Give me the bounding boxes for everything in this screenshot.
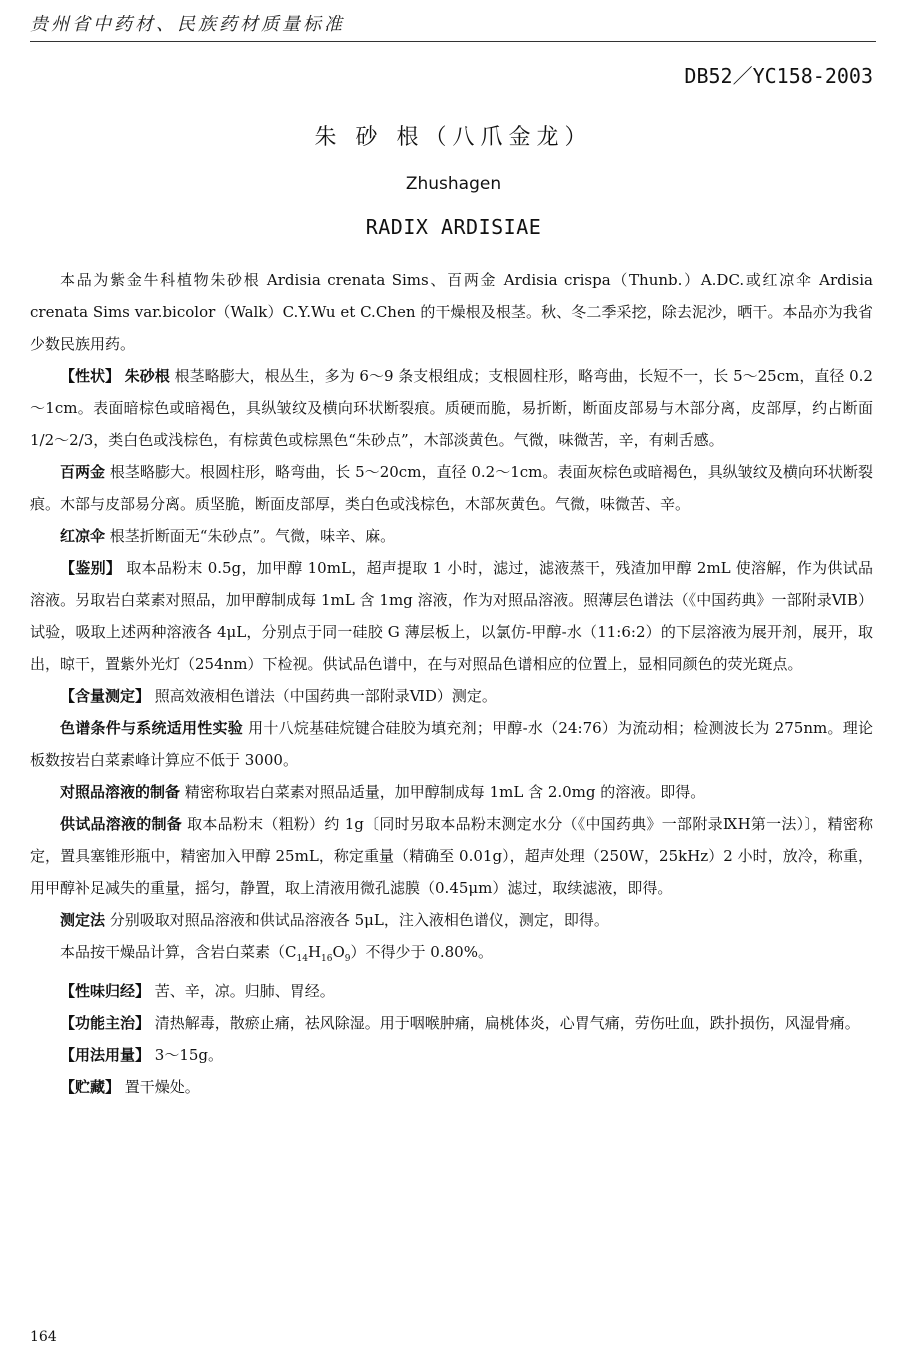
- content-text-start: 本品按干燥品计算，含岩白菜素（C: [60, 943, 297, 961]
- chromatography-paragraph: [30, 712, 873, 776]
- page-number: 164: [30, 1329, 57, 1345]
- function-text: 清热解毒，散瘀止痛，祛风除湿。用于咽喉肿痛，扁桃体炎，心胃气痛，劳伤吐血，跌扑损伤，风湿骨痛。: [154, 1014, 860, 1032]
- character-subtitle-bailiangjin: 百两金: [60, 463, 106, 481]
- character-baliangjin-paragraph: [30, 456, 873, 520]
- formula-subscript-o: 9: [344, 954, 351, 964]
- method-text: 分别吸取对照品溶液和供试品溶液各 5μL，注入液相色谱仪，测定，即得。: [109, 911, 609, 929]
- sample-solution-paragraph: [30, 808, 873, 904]
- content-text-end: ）不得少于 0.80%。: [350, 943, 493, 961]
- dosage-text: 3～15g。: [154, 1046, 224, 1064]
- reference-solution-paragraph: [30, 776, 873, 808]
- formula-subscript-h: 16: [321, 954, 333, 964]
- assay-paragraph: [30, 680, 873, 712]
- sample-solution-label: 供试品溶液的制备: [60, 815, 183, 833]
- intro-paragraph: 本品为紫金牛科植物朱砂根 Ardisia crenata Sims、百两金 Ardisia crispa（Thunb.）A.DC.或红凉伞 Ardisia crenata Sims var.bicolor（Walk）C.Y.Wu et C.Chen 的干燥根及根茎。秋、冬二季采挖，除去泥沙，晒干。本品亦为我省少数民族用药。: [30, 271, 873, 353]
- nature-text: 苦、辛，凉。归肺、胃经。: [154, 982, 335, 1000]
- character-hongliangsan-paragraph: [30, 520, 873, 552]
- function-paragraph: [30, 1007, 873, 1039]
- formula-h: H: [307, 943, 322, 961]
- monograph-pinyin: Zhushagen: [405, 174, 502, 194]
- formula-o: O: [332, 943, 345, 961]
- character-text-hongliangsan: 根茎折断面无“朱砂点”。气微，味辛、麻。: [109, 527, 396, 545]
- character-text-zhushagen: 根茎略膨大，根丛生，多为 6～9 条支根组成；支根圆柱形，略弯曲，长短不一，长 5～25cm，直径 0.2～1cm。表面暗棕色或暗褐色，具纵皱纹及横向环状断裂痕。质硬而脆，易折断，断面皮部易与木部分离，皮部厚，约占断面 1/2～2/3，类白色或浅棕色，有棕黄色或棕黑色“朱砂点”，木部淡黄色。气微，味微苦，辛，有刺舌感。: [30, 367, 873, 449]
- formula-subscript-c: 14: [296, 954, 308, 964]
- storage-label: 【贮藏】: [60, 1078, 121, 1096]
- storage-paragraph: [30, 1071, 873, 1103]
- chromatography-label: 色谱条件与系统适用性实验: [60, 719, 244, 737]
- monograph-body: [30, 264, 873, 1103]
- header-rule: [30, 41, 876, 42]
- identification-paragraph: [30, 552, 873, 680]
- reference-solution-label: 对照品溶液的制备: [60, 783, 181, 801]
- identification-label: 【鉴别】: [60, 559, 122, 577]
- method-paragraph: [30, 904, 873, 936]
- function-label: 【功能主治】: [60, 1014, 151, 1032]
- monograph-latin-name: RADIX ARDISIAE: [365, 215, 542, 239]
- method-label: 测定法: [60, 911, 106, 929]
- running-title: 贵州省中药材、民族药材质量标准: [30, 14, 345, 35]
- storage-text: 置干燥处。: [124, 1078, 200, 1096]
- assay-text: 照高效液相色谱法（中国药典一部附录ⅥD）测定。: [154, 687, 497, 705]
- identification-text: 取本品粉末 0.5g，加甲醇 10mL，超声提取 1 小时，滤过，滤液蒸干，残渣加甲醇 2mL 使溶解，作为供试品溶液。另取岩白菜素对照品，加甲醇制成每 1mL 含 1mg 溶液，作为对照品溶液。照薄层色谱法（《中国药典》一部附录ⅥB）试验，吸取上述两种溶液各 4μL，分别点于同一硅胶 G 薄层板上，以氯仿-甲醇-水（11:6:2）的下层溶液为展开剂，展开，取出，晾干，置紫外光灯（254nm）下检视。供试品色谱中，在与对照品色谱相应的位置上，显相同颜色的荧光斑点。: [30, 559, 873, 673]
- character-paragraph: [30, 360, 873, 456]
- content-limit-paragraph: [30, 936, 873, 975]
- nature-paragraph: [30, 975, 873, 1007]
- nature-label: 【性味归经】: [60, 982, 151, 1000]
- character-subtitle-zhushagen: 朱砂根: [124, 367, 170, 385]
- assay-label: 【含量测定】: [60, 687, 151, 705]
- sample-solution-text: 取本品粉末（粗粉）约 1g〔同时另取本品粉末测定水分（《中国药典》一部附录ⅨH第一法）〕，精密称定，置具塞锥形瓶中，精密加入甲醇 25mL，称定重量（精确至 0.01g），超声处理（250W，25kHz）2 小时，放冷，称重，用甲醇补足减失的重量，摇匀，静置，取上清液用微孔滤膜（0.45μm）滤过，取续滤液，即得。: [30, 815, 873, 897]
- dosage-label: 【用法用量】: [60, 1046, 151, 1064]
- character-subtitle-hongliangsan: 红凉伞: [60, 527, 106, 545]
- reference-solution-text: 精密称取岩白菜素对照品适量，加甲醇制成每 1mL 含 2.0mg 的溶液。即得。: [184, 783, 706, 801]
- character-text-bailiangjin: 根茎略膨大。根圆柱形，略弯曲，长 5～20cm，直径 0.2～1cm。表面灰棕色或暗褐色，具纵皱纹及横向环状断裂痕。木部与皮部易分离。质坚脆，断面皮部厚，类白色或浅棕色，木部灰黄色。气微，味微苦、辛。: [30, 463, 873, 513]
- standard-number: DB52／YC158-2003: [684, 64, 873, 88]
- dosage-paragraph: [30, 1039, 873, 1071]
- monograph-title: 朱 砂 根（八爪金龙）: [314, 125, 593, 150]
- character-label: 【性状】: [60, 367, 121, 385]
- chromatography-text: 用十八烷基硅烷键合硅胶为填充剂；甲醇-水（24:76）为流动相；检测波长为 275nm。理论板数按岩白菜素峰计算应不低于 3000。: [30, 719, 873, 769]
